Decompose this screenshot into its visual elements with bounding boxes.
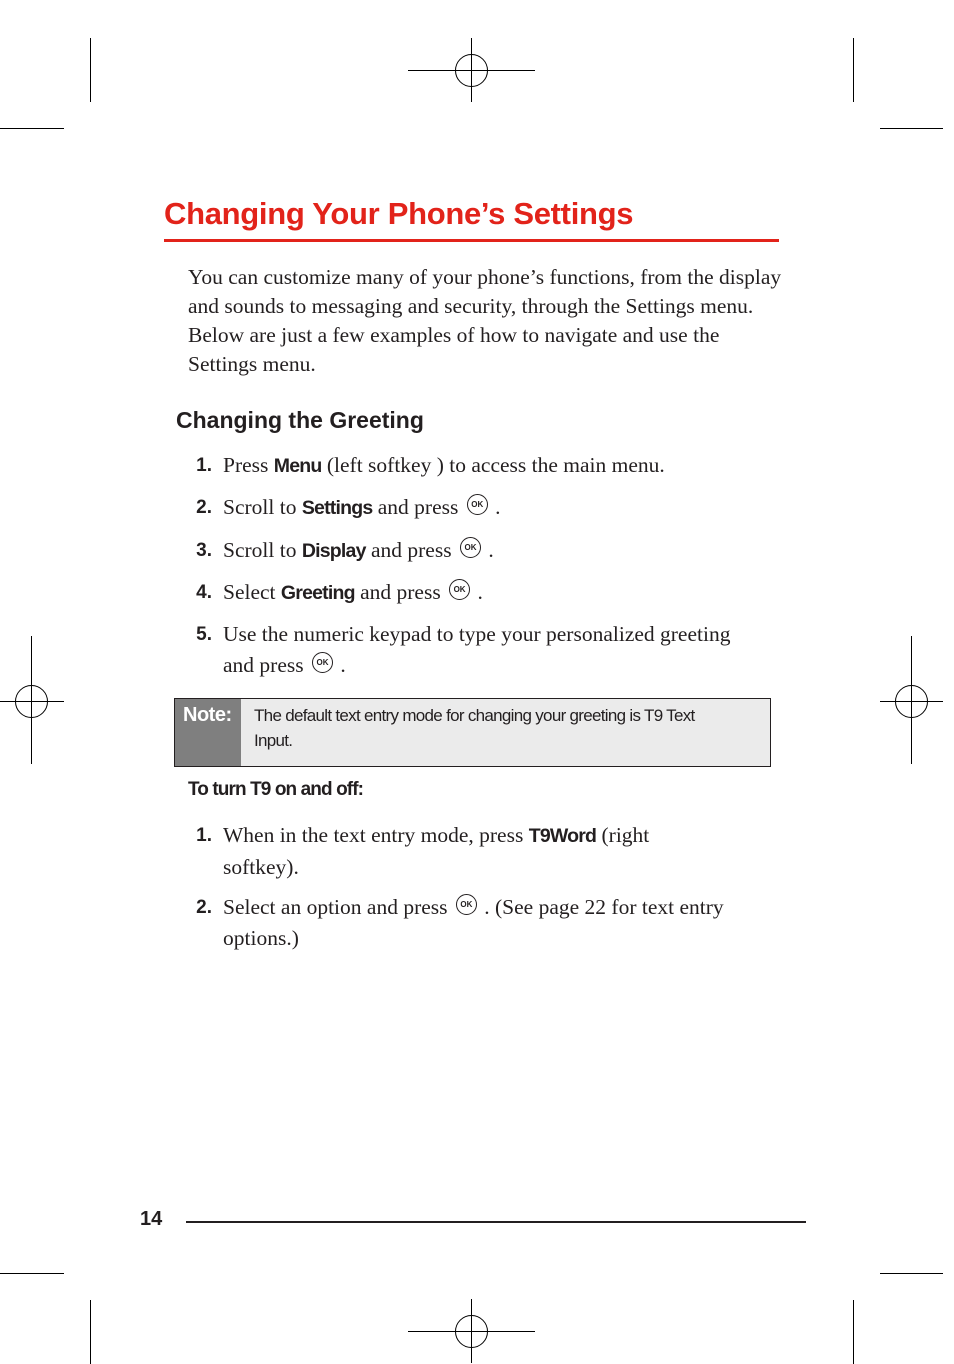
title-underline	[164, 239, 779, 242]
page-number: 14	[140, 1208, 163, 1230]
greeting-keyword: Greeting	[280, 582, 355, 604]
step-text: Press Menu (left softkey ) to access the main menu.	[223, 453, 665, 477]
ok-key-icon: OK	[467, 494, 488, 515]
step-number: 1.	[196, 825, 212, 846]
step-text: Scroll to Display and press OK .	[223, 538, 494, 562]
step-text: Use the numeric keypad to type your personalized greeting and press OK .	[223, 622, 731, 677]
note-text: The default text entry mode for changing your greeting is T9 Text Input.	[254, 706, 695, 750]
t9word-keyword: T9Word	[528, 825, 597, 847]
step-number: 3.	[196, 540, 212, 561]
menu-keyword: Menu	[273, 455, 322, 477]
step-text: Select an option and press OK . (See page 22 for text entry options.)	[223, 895, 724, 950]
ok-key-icon: OK	[456, 894, 477, 915]
step-number: 5.	[196, 624, 212, 645]
step-text: Select Greeting and press OK .	[223, 580, 483, 604]
step-number: 4.	[196, 582, 212, 603]
footer-rule	[186, 1221, 806, 1223]
note-label: Note:	[175, 699, 241, 766]
step-text: When in the text entry mode, press T9Word (right softkey).	[223, 823, 650, 879]
ok-key-icon: OK	[460, 537, 481, 558]
note-box	[174, 698, 771, 767]
ok-key-icon: OK	[312, 652, 333, 673]
t9-heading: To turn T9 on and off:	[188, 779, 364, 800]
ok-key-icon: OK	[449, 579, 470, 600]
step-number: 2.	[196, 497, 212, 518]
settings-keyword: Settings	[301, 497, 373, 519]
step-number: 1.	[196, 455, 212, 476]
display-keyword: Display	[301, 540, 366, 562]
step-text: Scroll to Settings and press OK .	[223, 495, 501, 519]
page-title: Changing Your Phone’s Settings	[164, 196, 634, 231]
intro-paragraph: You can customize many of your phone’s functions, from the display and sounds to messaging and security, through the Settings menu. Below are just a few examples of how to navigate and use the Settings menu.	[188, 265, 782, 376]
step-number: 2.	[196, 897, 212, 918]
section-heading: Changing the Greeting	[176, 407, 424, 433]
